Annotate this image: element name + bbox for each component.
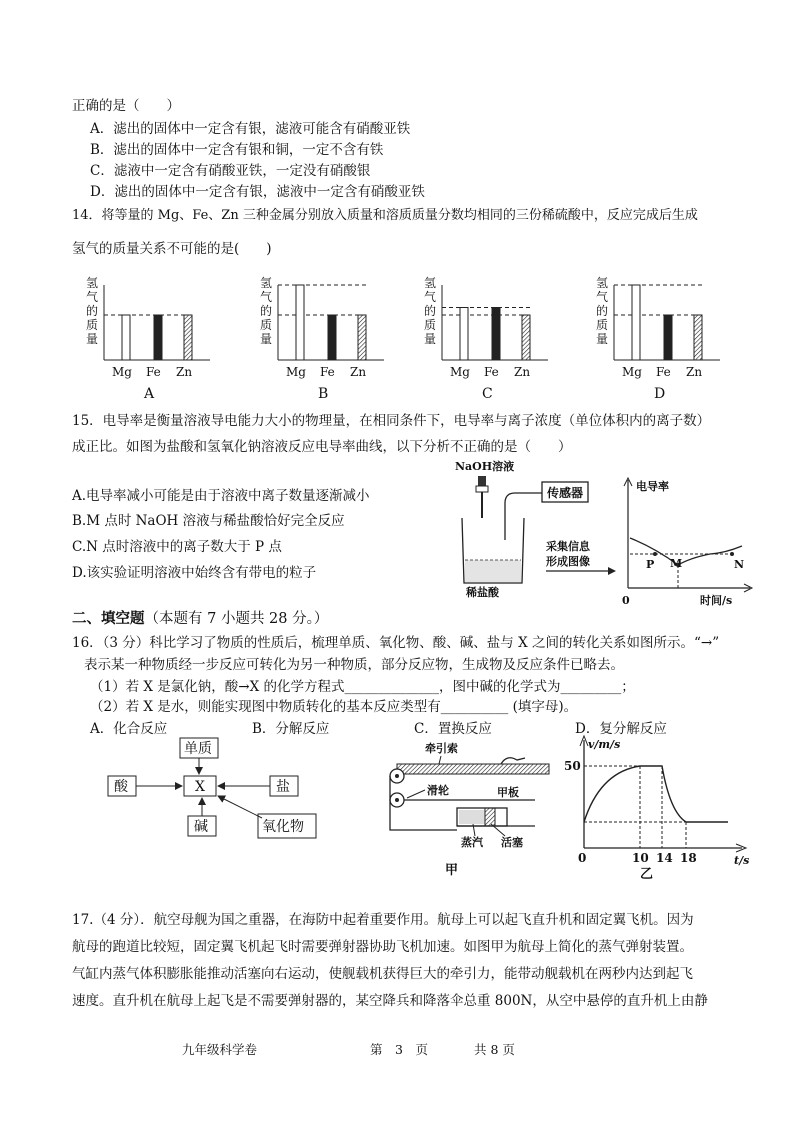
svg-text:X: X [195, 779, 205, 795]
chart-B-ylabel-char: 量 [260, 332, 273, 346]
svg-text:盐: 盐 [276, 779, 290, 795]
chart-D-bar-Zn [694, 315, 702, 360]
footer-page: 第 3 页 [370, 1042, 428, 1057]
chart-B-tick-Mg: Mg [286, 365, 306, 379]
q16-line1: 16．（3 分）科比学习了物质的性质后，梳理单质、氧化物、酸、碱、盐与 X 之间的转化关系如图所示。“→” [72, 635, 720, 651]
q14-line2: 氢气的质量关系不可能的是( ) [72, 241, 272, 257]
chart-C-tick-Mg: Mg [450, 365, 470, 379]
point-n: N [734, 558, 745, 571]
chart-B-bar-Mg [296, 285, 304, 360]
chart-A-ylabel-char: 氢 [86, 276, 99, 290]
label-huosai: 活塞 [501, 836, 523, 849]
chart-C-bar-Fe [492, 308, 500, 361]
chart-B-label: B [318, 386, 329, 402]
figure-jia-catapult [385, 738, 560, 878]
q15-option-c: C.N 点时溶液中的离子数大于 P 点 [72, 539, 282, 555]
q14-line1: 14．将等量的 Mg、Fe、Zn 三种金属分别放入质量和溶质质量分数均相同的三份稀硫酸中，反应完成后生成 [72, 208, 698, 223]
q17-line1: 17.（4 分）．航空母舰为国之重器，在海防中起着重要作用。航母上可以起飞直升机和固定翼飞机。因为 [72, 912, 694, 928]
chart-D-bar-Fe [664, 315, 672, 360]
figure-yi-velocity [564, 732, 750, 882]
q13-stem-end: 正确的是（ ） [72, 98, 180, 114]
q13-option-b: B．滤出的固体中一定含有银和铜，一定不含有铁 [90, 142, 384, 158]
q17-line3: 气缸内蒸气体积膨胀能推动活塞向右运动，使舰载机获得巨大的牵引力，能带动舰载机在两秒内达到起飞 [72, 966, 693, 982]
chart-B-ylabel-char: 氢 [260, 276, 273, 290]
chart-D-ylabel-char: 量 [596, 332, 609, 346]
chart-D-tick-Fe: Fe [656, 365, 671, 379]
deck [397, 764, 549, 774]
graph-x-label: 时间/s [700, 594, 733, 607]
chart-A-tick-Mg: Mg [112, 365, 132, 379]
chart-C-tick-Zn: Zn [514, 365, 531, 379]
chart-D-bar-Mg [632, 285, 640, 360]
chart-C-bar-Zn [522, 315, 530, 360]
chart-A-tick-Zn: Zn [176, 365, 193, 379]
chart-D-tick-Zn: Zn [686, 365, 703, 379]
q15-option-d: D.该实验证明溶液中始终含有带电的粒子 [72, 565, 317, 581]
point-m: M [670, 557, 683, 570]
naoh-label: NaOH溶液 [455, 460, 515, 473]
label-jiaban: 甲板 [497, 786, 519, 799]
yi-x-label: t/s [734, 854, 750, 867]
q15-line1: 15．电导率是衡量溶液导电能力大小的物理量，在相同条件下，电导率与离子浓度（单位体积内的离子数） [72, 413, 711, 429]
footer-left: 九年级科学卷 [182, 1042, 258, 1057]
chart-C-tick-Fe: Fe [484, 365, 499, 379]
chart-C-ylabel-char: 气 [424, 290, 437, 304]
yi-y-label: v/m/s [588, 738, 621, 751]
acid-label: 稀盐酸 [466, 586, 499, 599]
q13-option-a: A．滤出的固体中一定含有银，滤液可能含有硝酸亚铁 [90, 121, 411, 137]
chart-A-bar-Fe [154, 315, 162, 360]
yi-tick-14: 14 [656, 851, 673, 865]
steam [459, 810, 485, 824]
chart-C-ylabel-char: 氢 [424, 276, 437, 290]
q16-line2: 表示某一种物质经一步反应可转化为另一种物质，部分反应物，生成物及反应条件已略去。 [84, 657, 624, 673]
chart-C-bar-Mg [460, 308, 468, 361]
svg-text:酸: 酸 [114, 779, 128, 795]
chart-C-ylabel-char: 质 [424, 318, 437, 332]
collect-label-2: 形成图像 [546, 555, 590, 568]
q15-option-a: A.电导率减小可能是由于溶液中离子数量逐渐减小 [72, 488, 370, 504]
graph-origin: 0 [622, 594, 630, 607]
chart-D-ylabel-char: 的 [596, 304, 609, 318]
velocity-curve [584, 766, 728, 822]
yi-tick-18: 18 [680, 851, 697, 865]
graph-y-label: 电导率 [636, 480, 669, 493]
chart-A-label: A [144, 386, 155, 402]
chart-B-tick-Zn: Zn [350, 365, 367, 379]
chart-C-ylabel-char: 的 [424, 304, 437, 318]
arrow-head [608, 567, 616, 575]
point-p: P [646, 558, 655, 571]
q16-sub1: （1）若 X 是氯化钠，酸→X 的化学方程式______________，图中碱的化学式为_________； [90, 679, 635, 695]
sensor-label: 传感器 [547, 486, 584, 500]
chart-A-bar-Zn [184, 315, 192, 360]
chart-C-label: C [482, 386, 493, 402]
chart-B-tick-Fe: Fe [320, 365, 335, 379]
beaker-liquid [465, 560, 521, 582]
svg-text:碱: 碱 [194, 819, 208, 835]
collect-label-1: 采集信息 [546, 540, 590, 553]
x-relation-diagram [100, 738, 360, 848]
q15-line2: 成正比。如图为盐酸和氢氧化钠溶液反应电导率曲线，以下分析不正确的是（ ） [72, 439, 572, 455]
chart-B-ylabel-char: 质 [260, 318, 273, 332]
chart-D-ylabel-char: 质 [596, 318, 609, 332]
dropper-neck [476, 486, 488, 492]
caption-yi: 乙 [640, 867, 654, 882]
chart-D-tick-Mg: Mg [622, 365, 642, 379]
label-qianyinsuo: 牵引索 [425, 742, 458, 755]
chart-A-ylabel-char: 的 [86, 304, 99, 318]
chart-A-tick-Fe: Fe [146, 365, 161, 379]
yi-tick-0: 0 [578, 851, 587, 865]
yi-tick-10: 10 [632, 851, 649, 865]
chart-B-bar-Zn [358, 315, 366, 360]
q15-option-b: B.M 点时 NaOH 溶液与稀盐酸恰好完全反应 [72, 513, 345, 529]
svg-text:氧化物: 氧化物 [262, 819, 304, 835]
aircraft [501, 758, 525, 764]
chart-B-ylabel-char: 气 [260, 290, 273, 304]
dropper-bulb [478, 476, 486, 486]
chart-B-bar-Fe [328, 315, 336, 360]
chart-D-ylabel-char: 氢 [596, 276, 609, 290]
q17-line2: 航母的跑道比较短，固定翼飞机起飞时需要弹射器协助飞机加速。如图甲为航母上简化的蒸气弹射装置。 [72, 939, 693, 955]
q16-choice-d: D．复分解反应 [575, 721, 667, 737]
footer-total: 共 8 页 [474, 1042, 515, 1057]
chart-B-ylabel-char: 的 [260, 304, 273, 318]
q16-choice-b: B．分解反应 [252, 721, 330, 737]
q13-option-d: D．滤出的固体中一定含有银，滤液中一定含有硝酸亚铁 [90, 184, 425, 200]
q15-figure [450, 458, 770, 608]
yi-tick-50: 50 [564, 759, 581, 773]
svg-text:单质: 单质 [184, 741, 212, 757]
chart-A-bar-Mg [122, 315, 130, 360]
piston [485, 808, 495, 826]
chart-C-ylabel-char: 量 [424, 332, 437, 346]
q17-line4: 速度。直升机在航母上起飞是不需要弹射器的，某空降兵和降落伞总重 800N，从空中悬停的直升机上由静 [72, 993, 708, 1009]
label-hualun: 滑轮 [427, 784, 449, 797]
q14-bar-charts [0, 270, 794, 410]
chart-A-ylabel-char: 量 [86, 332, 99, 346]
q16-sub2: （2）若 X 是水，则能实现图中物质转化的基本反应类型有__________ (填字母)。 [90, 699, 578, 715]
chart-A-ylabel-char: 气 [86, 290, 99, 304]
chart-D-label: D [654, 386, 666, 402]
chart-D-ylabel-char: 气 [596, 290, 609, 304]
q16-choice-c: C．置换反应 [414, 721, 492, 737]
caption-jia: 甲 [445, 863, 459, 878]
q16-choice-a: A．化合反应 [90, 721, 168, 737]
section2-title: 二、填空题（本题有 7 小题共 28 分。） [72, 610, 329, 627]
chart-A-ylabel-char: 质 [86, 318, 99, 332]
label-zhengqi: 蒸汽 [461, 836, 483, 849]
q13-option-c: C．滤液中一定含有硝酸亚铁，一定没有硝酸银 [90, 163, 371, 179]
